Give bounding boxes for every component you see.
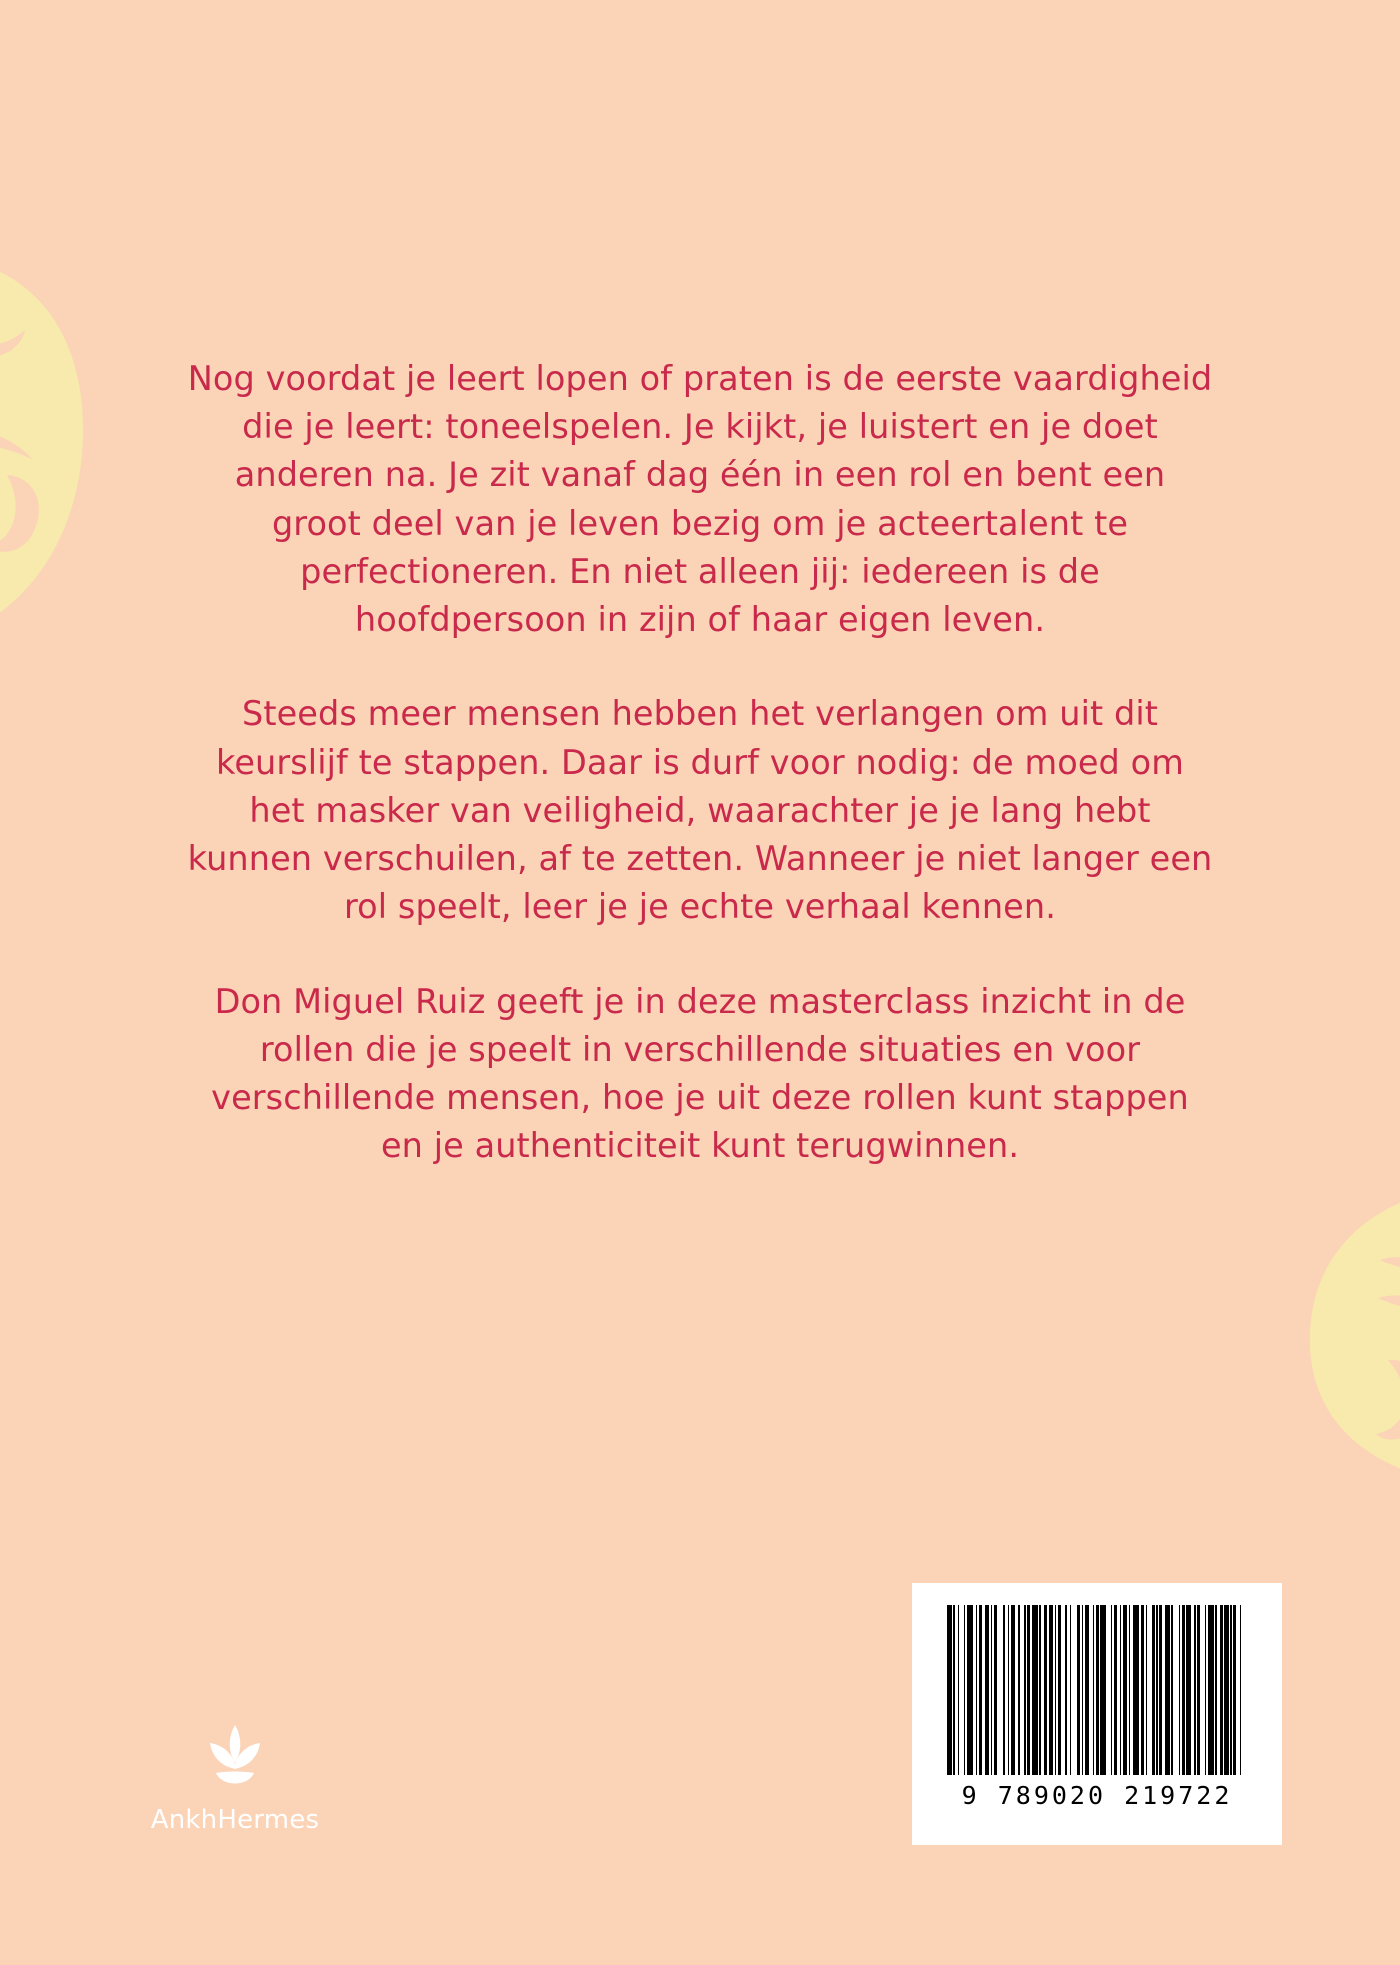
publisher-logo	[130, 1723, 340, 1835]
theatre-mask-icon-right	[1210, 1180, 1400, 1490]
blurb-paragraph-1: Nog voordat je leert lopen of praten is de eerste vaardigheid die je leert: toneelspelen. Je kijkt, je luistert en je doet anderen na. Je zit vanaf dag één in een rol en bent een groot deel van je leven bezig om je acteertalent te perfectioneren. En niet alleen jij: iedereen is de hoofdpersoon in zijn of haar eigen leven.	[187, 359, 1213, 640]
barcode	[912, 1583, 1282, 1845]
barcode-bars	[947, 1605, 1247, 1775]
barcode-digits: 9 789020 219722	[961, 1781, 1233, 1810]
barcode-bar	[1241, 1605, 1247, 1775]
blurb-paragraph-3: Don Miguel Ruiz geeft je in deze masterclass inzicht in de rollen die je speelt in verschillende situaties en voor verschillende mensen, hoe je uit deze rollen kunt stappen en je authenticiteit kunt terugwinnen.	[211, 981, 1189, 1166]
blurb-text	[185, 355, 1215, 1171]
lotus-icon	[204, 1723, 266, 1797]
theatre-mask-icon-left	[0, 245, 185, 645]
publisher-name: AnkhHermes	[150, 1805, 320, 1835]
blurb-paragraph-2: Steeds meer mensen hebben het verlangen om uit dit keurslijf te stappen. Daar is durf voor nodig: de moed om het masker van veiligheid, waarachter je je lang hebt kunnen verschuilen, af te zetten. Wanneer je niet langer een rol speelt, leer je je echte verhaal kennen.	[187, 694, 1213, 927]
